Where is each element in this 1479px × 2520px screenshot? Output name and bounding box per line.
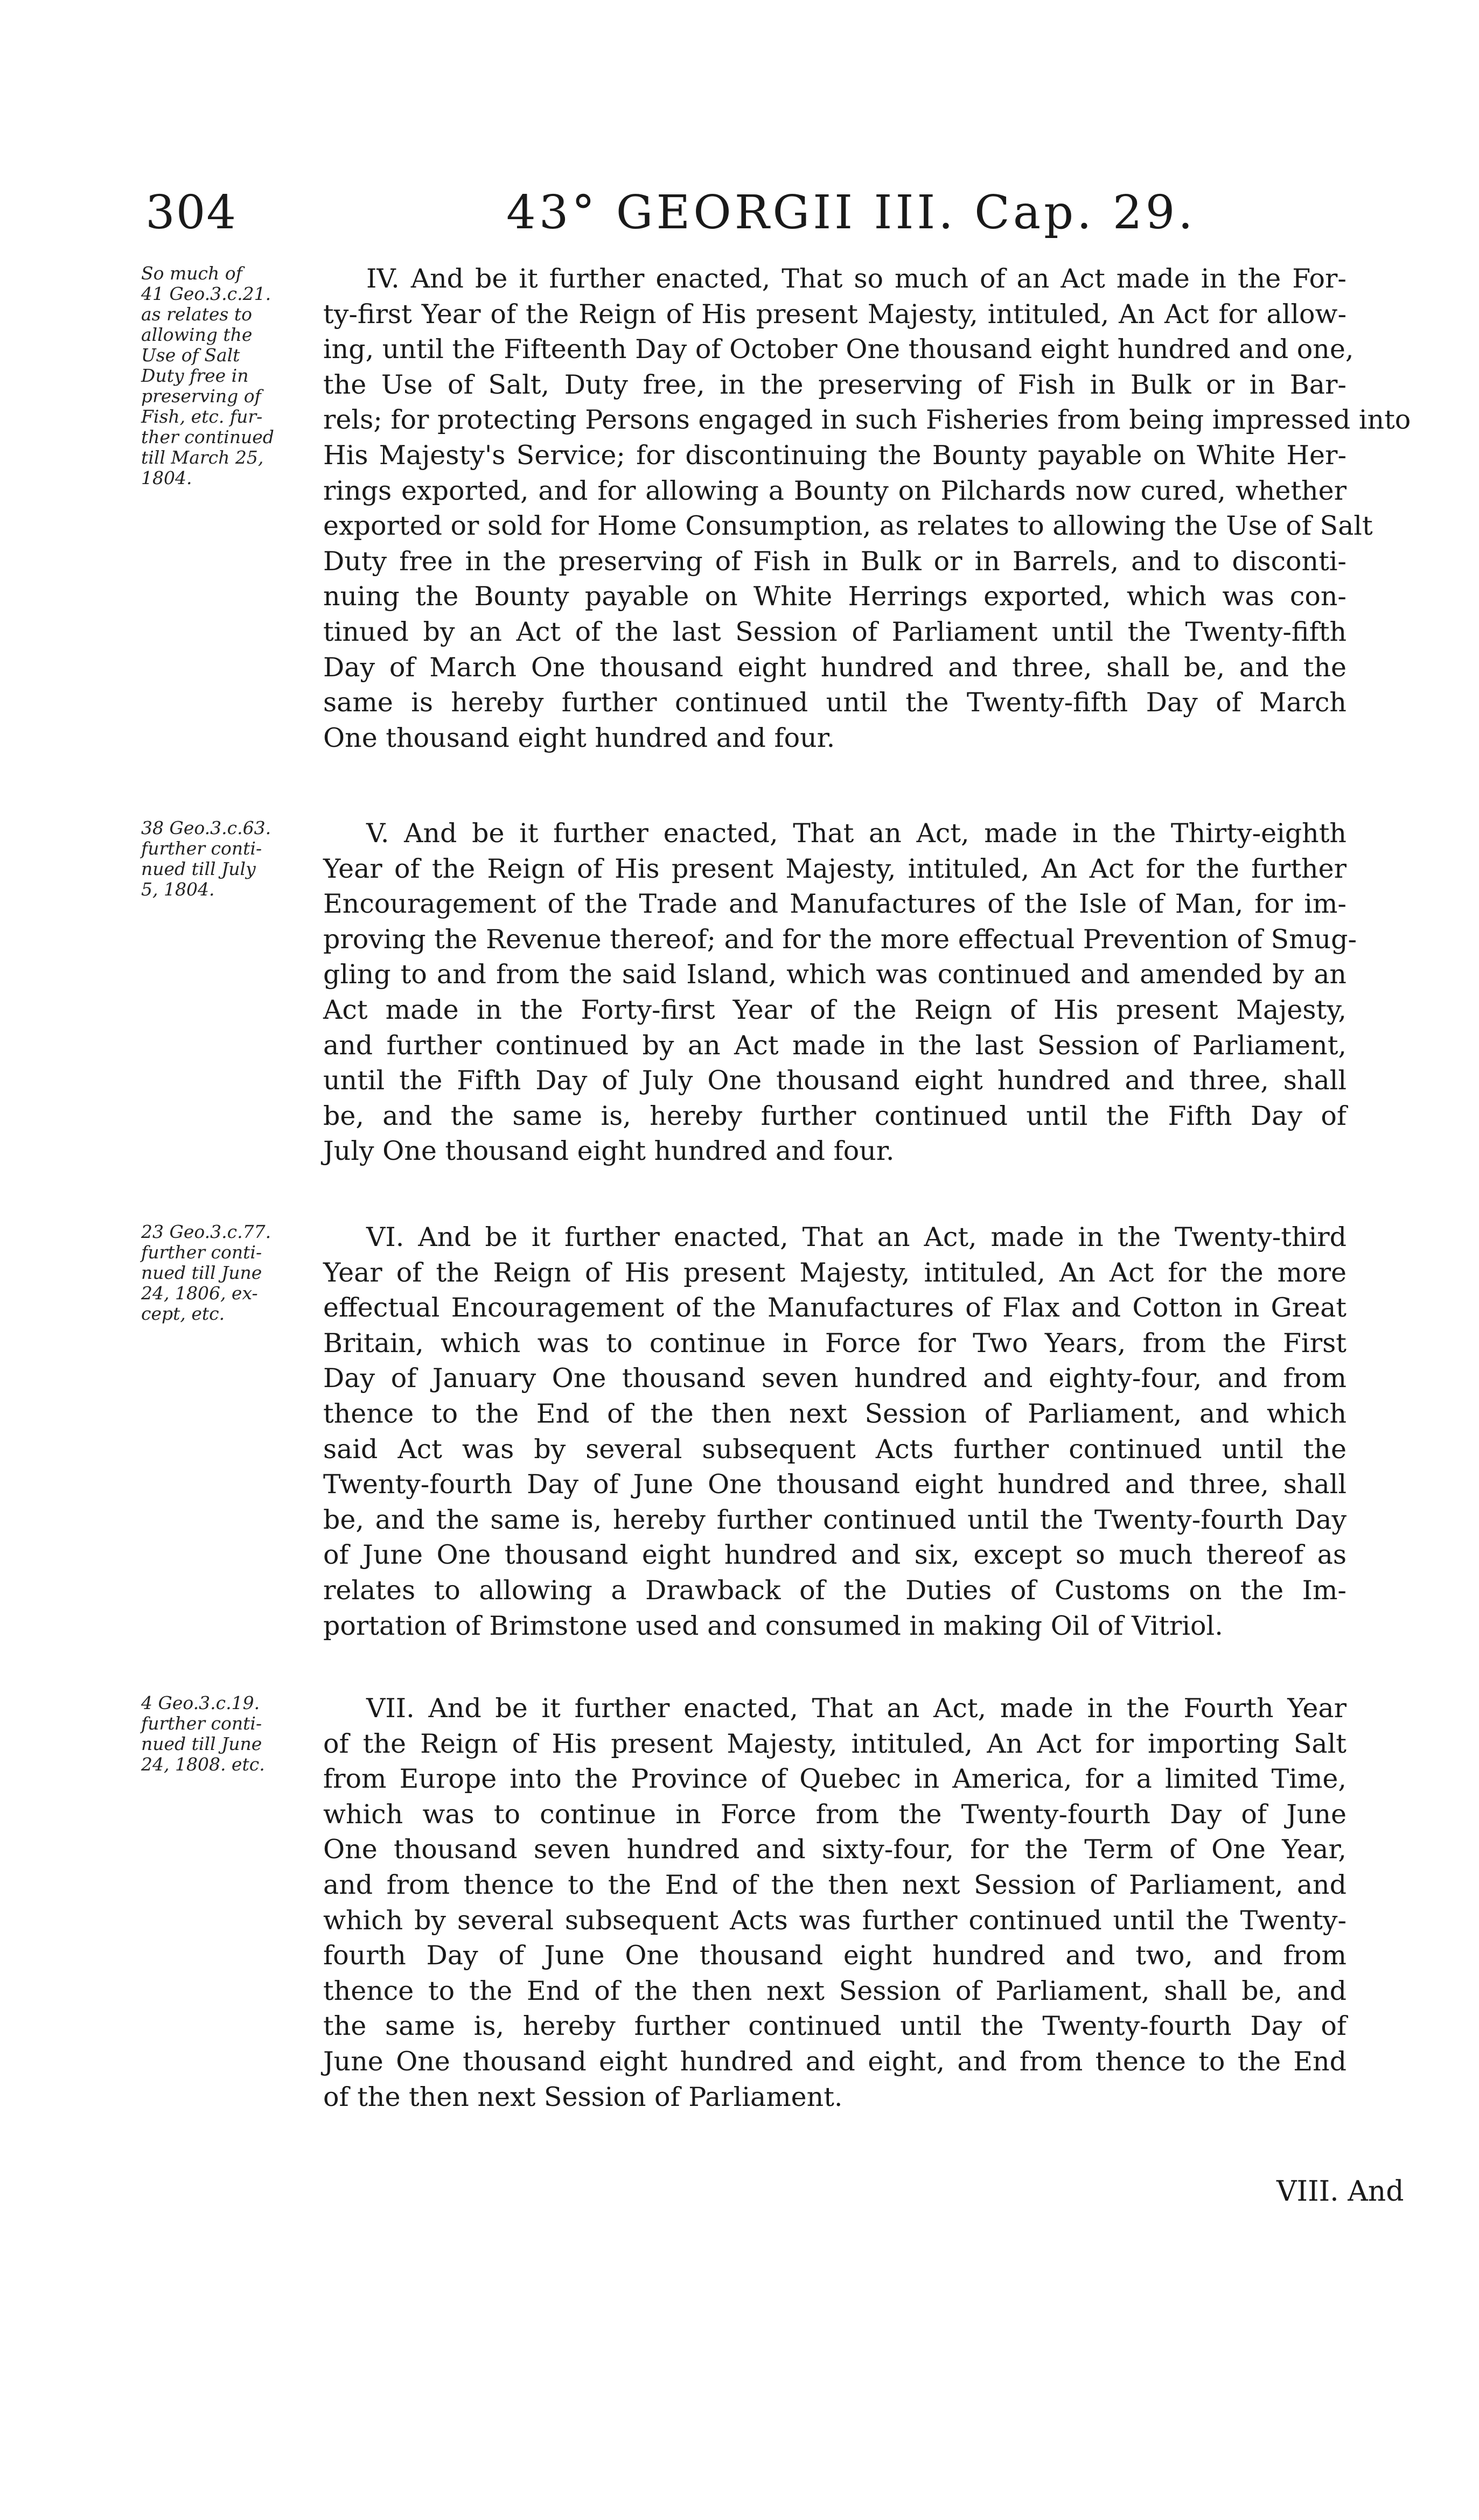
paragraph xyxy=(323,1691,1347,2115)
text-line: which by several subsequent Acts was further continued until the Twenty- xyxy=(323,1905,1347,1936)
text-line: and from thence to the End of the then next Session of Parliament, and xyxy=(323,1869,1347,1900)
text-line: IV. And be it further enacted, That so much of an Act made in the For- xyxy=(366,263,1347,294)
margin-note-line: further conti- xyxy=(141,1242,262,1263)
text-line: until the Fifth Day of July One thousand eight hundred and three, shall xyxy=(323,1065,1347,1096)
page-number: 304 xyxy=(145,186,238,240)
text-line: tinued by an Act of the last Session of Parliament until the Twenty-fifth xyxy=(323,616,1347,647)
margin-note xyxy=(141,1693,324,1775)
text-line: Encouragement of the Trade and Manufactures of the Isle of Man, for im- xyxy=(323,888,1347,920)
text-line: VI. And be it further enacted, That an Act, made in the Twenty-third xyxy=(366,1222,1347,1252)
text-line: from Europe into the Province of Quebec in America, for a limited Time, xyxy=(323,1763,1347,1795)
text-line: nuing the Bounty payable on White Herrings exported, which was con- xyxy=(323,581,1347,612)
margin-note-line: cept, etc. xyxy=(141,1303,225,1324)
text-line: and further continued by an Act made in the last Session of Parliament, xyxy=(323,1030,1347,1061)
text-line: of the Reign of His present Majesty, intituled, An Act for importing Salt xyxy=(323,1728,1347,1759)
text-line: Britain, which was to continue in Force for Two Years, from the First xyxy=(323,1327,1347,1359)
text-line: which was to continue in Force from the Twenty-fourth Day of June xyxy=(323,1798,1347,1830)
text-line: Day of March One thousand eight hundred and three, shall be, and the xyxy=(323,652,1347,683)
text-line: be, and the same is, hereby further continued until the Twenty-fourth Day xyxy=(323,1504,1347,1535)
margin-note-line: further conti- xyxy=(141,1713,262,1734)
text-line: Twenty-fourth Day of June One thousand eight hundred and three, shall xyxy=(323,1469,1347,1500)
paragraph xyxy=(323,261,1411,755)
text-line: June One thousand eight hundred and eight, and from thence to the End xyxy=(323,2046,1347,2077)
text-line: rings exported, and for allowing a Bounty on Pilchards now cured, whether xyxy=(323,475,1347,506)
text-line: Year of the Reign of His present Majesty, intituled, An Act for the further xyxy=(323,853,1347,884)
margin-note xyxy=(141,263,324,488)
text-line: Year of the Reign of His present Majesty, intituled, An Act for the more xyxy=(323,1257,1347,1288)
text-line: One thousand seven hundred and sixty-four, for the Term of One Year, xyxy=(323,1834,1347,1865)
margin-note xyxy=(141,1222,324,1324)
margin-note-line: as relates to xyxy=(141,304,252,325)
margin-note-line: preserving of xyxy=(141,386,261,407)
margin-note-line: Duty free in xyxy=(141,365,249,386)
text-line: V. And be it further enacted, That an Act, made in the Thirty-eighth xyxy=(366,818,1347,849)
margin-note-line: 41 Geo.3.c.21. xyxy=(141,283,271,304)
text-line: His Majesty's Service; for discontinuing the Bounty payable on White Her- xyxy=(323,439,1347,471)
margin-note-line: 5, 1804. xyxy=(141,879,215,900)
text-line: the same is, hereby further continued until the Twenty-fourth Day of xyxy=(323,2011,1347,2042)
margin-note-line: Fish, etc. fur- xyxy=(141,406,263,427)
margin-note-line: 24, 1806, ex- xyxy=(141,1283,258,1304)
margin-note-line: So much of xyxy=(141,263,242,284)
text-line: Day of January One thousand seven hundred and eighty-four, and from xyxy=(323,1363,1347,1394)
text-line: the Use of Salt, Duty free, in the preserving of Fish in Bulk or in Bar- xyxy=(323,369,1347,400)
text-line: effectual Encouragement of the Manufactures of Flax and Cotton in Great xyxy=(323,1292,1347,1324)
text-line: said Act was by several subsequent Acts further continued until the xyxy=(323,1433,1347,1465)
paragraph xyxy=(323,816,1357,1169)
paragraph xyxy=(323,1220,1347,1643)
running-title: 43° GEORGII III. Cap. 29. xyxy=(506,186,1196,240)
text-line: thence to the End of the then next Session of Parliament, and which xyxy=(323,1398,1347,1429)
margin-note-line: ther continued xyxy=(141,426,274,447)
text-line: VII. And be it further enacted, That an Act, made in the Fourth Year xyxy=(366,1693,1347,1724)
margin-note-line: till March 25, xyxy=(141,447,264,468)
margin-note-line: nued till July xyxy=(141,858,256,879)
text-line: portation of Brimstone used and consumed in making Oil of Vitriol. xyxy=(323,1610,1223,1641)
margin-note-line: nued till June xyxy=(141,1733,262,1754)
text-line: of the then next Session of Parliament. xyxy=(323,2081,843,2112)
text-line: ing, until the Fifteenth Day of October One thousand eight hundred and one, xyxy=(323,334,1354,365)
margin-note-line: 38 Geo.3.c.63. xyxy=(141,817,271,838)
margin-note-line: Use of Salt xyxy=(141,345,240,366)
text-line: relates to allowing a Drawback of the Duties of Customs on the Im- xyxy=(323,1574,1347,1606)
margin-note-line: 4 Geo.3.c.19. xyxy=(141,1692,260,1713)
text-line: fourth Day of June One thousand eight hundred and two, and from xyxy=(323,1940,1347,1971)
text-line: of June One thousand eight hundred and six, except so much thereof as xyxy=(323,1539,1347,1571)
text-line: ty-first Year of the Reign of His present Majesty, intituled, An Act for allow- xyxy=(323,298,1347,330)
text-line: same is hereby further continued until the Twenty-fifth Day of March xyxy=(323,687,1347,718)
text-line: One thousand eight hundred and four. xyxy=(323,722,835,753)
margin-note-line: allowing the xyxy=(141,324,253,345)
page-header xyxy=(0,186,1479,256)
text-line: thence to the End of the then next Session of Parliament, shall be, and xyxy=(323,1975,1347,2006)
text-line: Duty free in the preserving of Fish in Bulk or in Barrels, and to disconti- xyxy=(323,545,1347,577)
margin-note-line: 1804. xyxy=(141,467,192,488)
text-line: proving the Revenue thereof; and for the more effectual Prevention of Smug- xyxy=(323,923,1357,955)
margin-note-line: nued till June xyxy=(141,1262,262,1283)
text-line: rels; for protecting Persons engaged in such Fisheries from being impressed into xyxy=(323,404,1411,436)
text-line: gling to and from the said Island, which was continued and amended by an xyxy=(323,959,1347,990)
margin-note-line: 23 Geo.3.c.77. xyxy=(141,1221,271,1242)
margin-note-line: further conti- xyxy=(141,838,262,859)
catchword: VIII. And xyxy=(1276,2175,1404,2208)
text-line: be, and the same is, hereby further continued until the Fifth Day of xyxy=(323,1100,1347,1131)
text-line: exported or sold for Home Consumption, as relates to allowing the Use of Salt xyxy=(323,510,1373,542)
margin-note xyxy=(141,818,324,900)
text-line: Act made in the Forty-first Year of the Reign of His present Majesty, xyxy=(323,994,1347,1025)
text-line: July One thousand eight hundred and four. xyxy=(323,1136,895,1167)
margin-note-line: 24, 1808. etc. xyxy=(141,1754,265,1775)
